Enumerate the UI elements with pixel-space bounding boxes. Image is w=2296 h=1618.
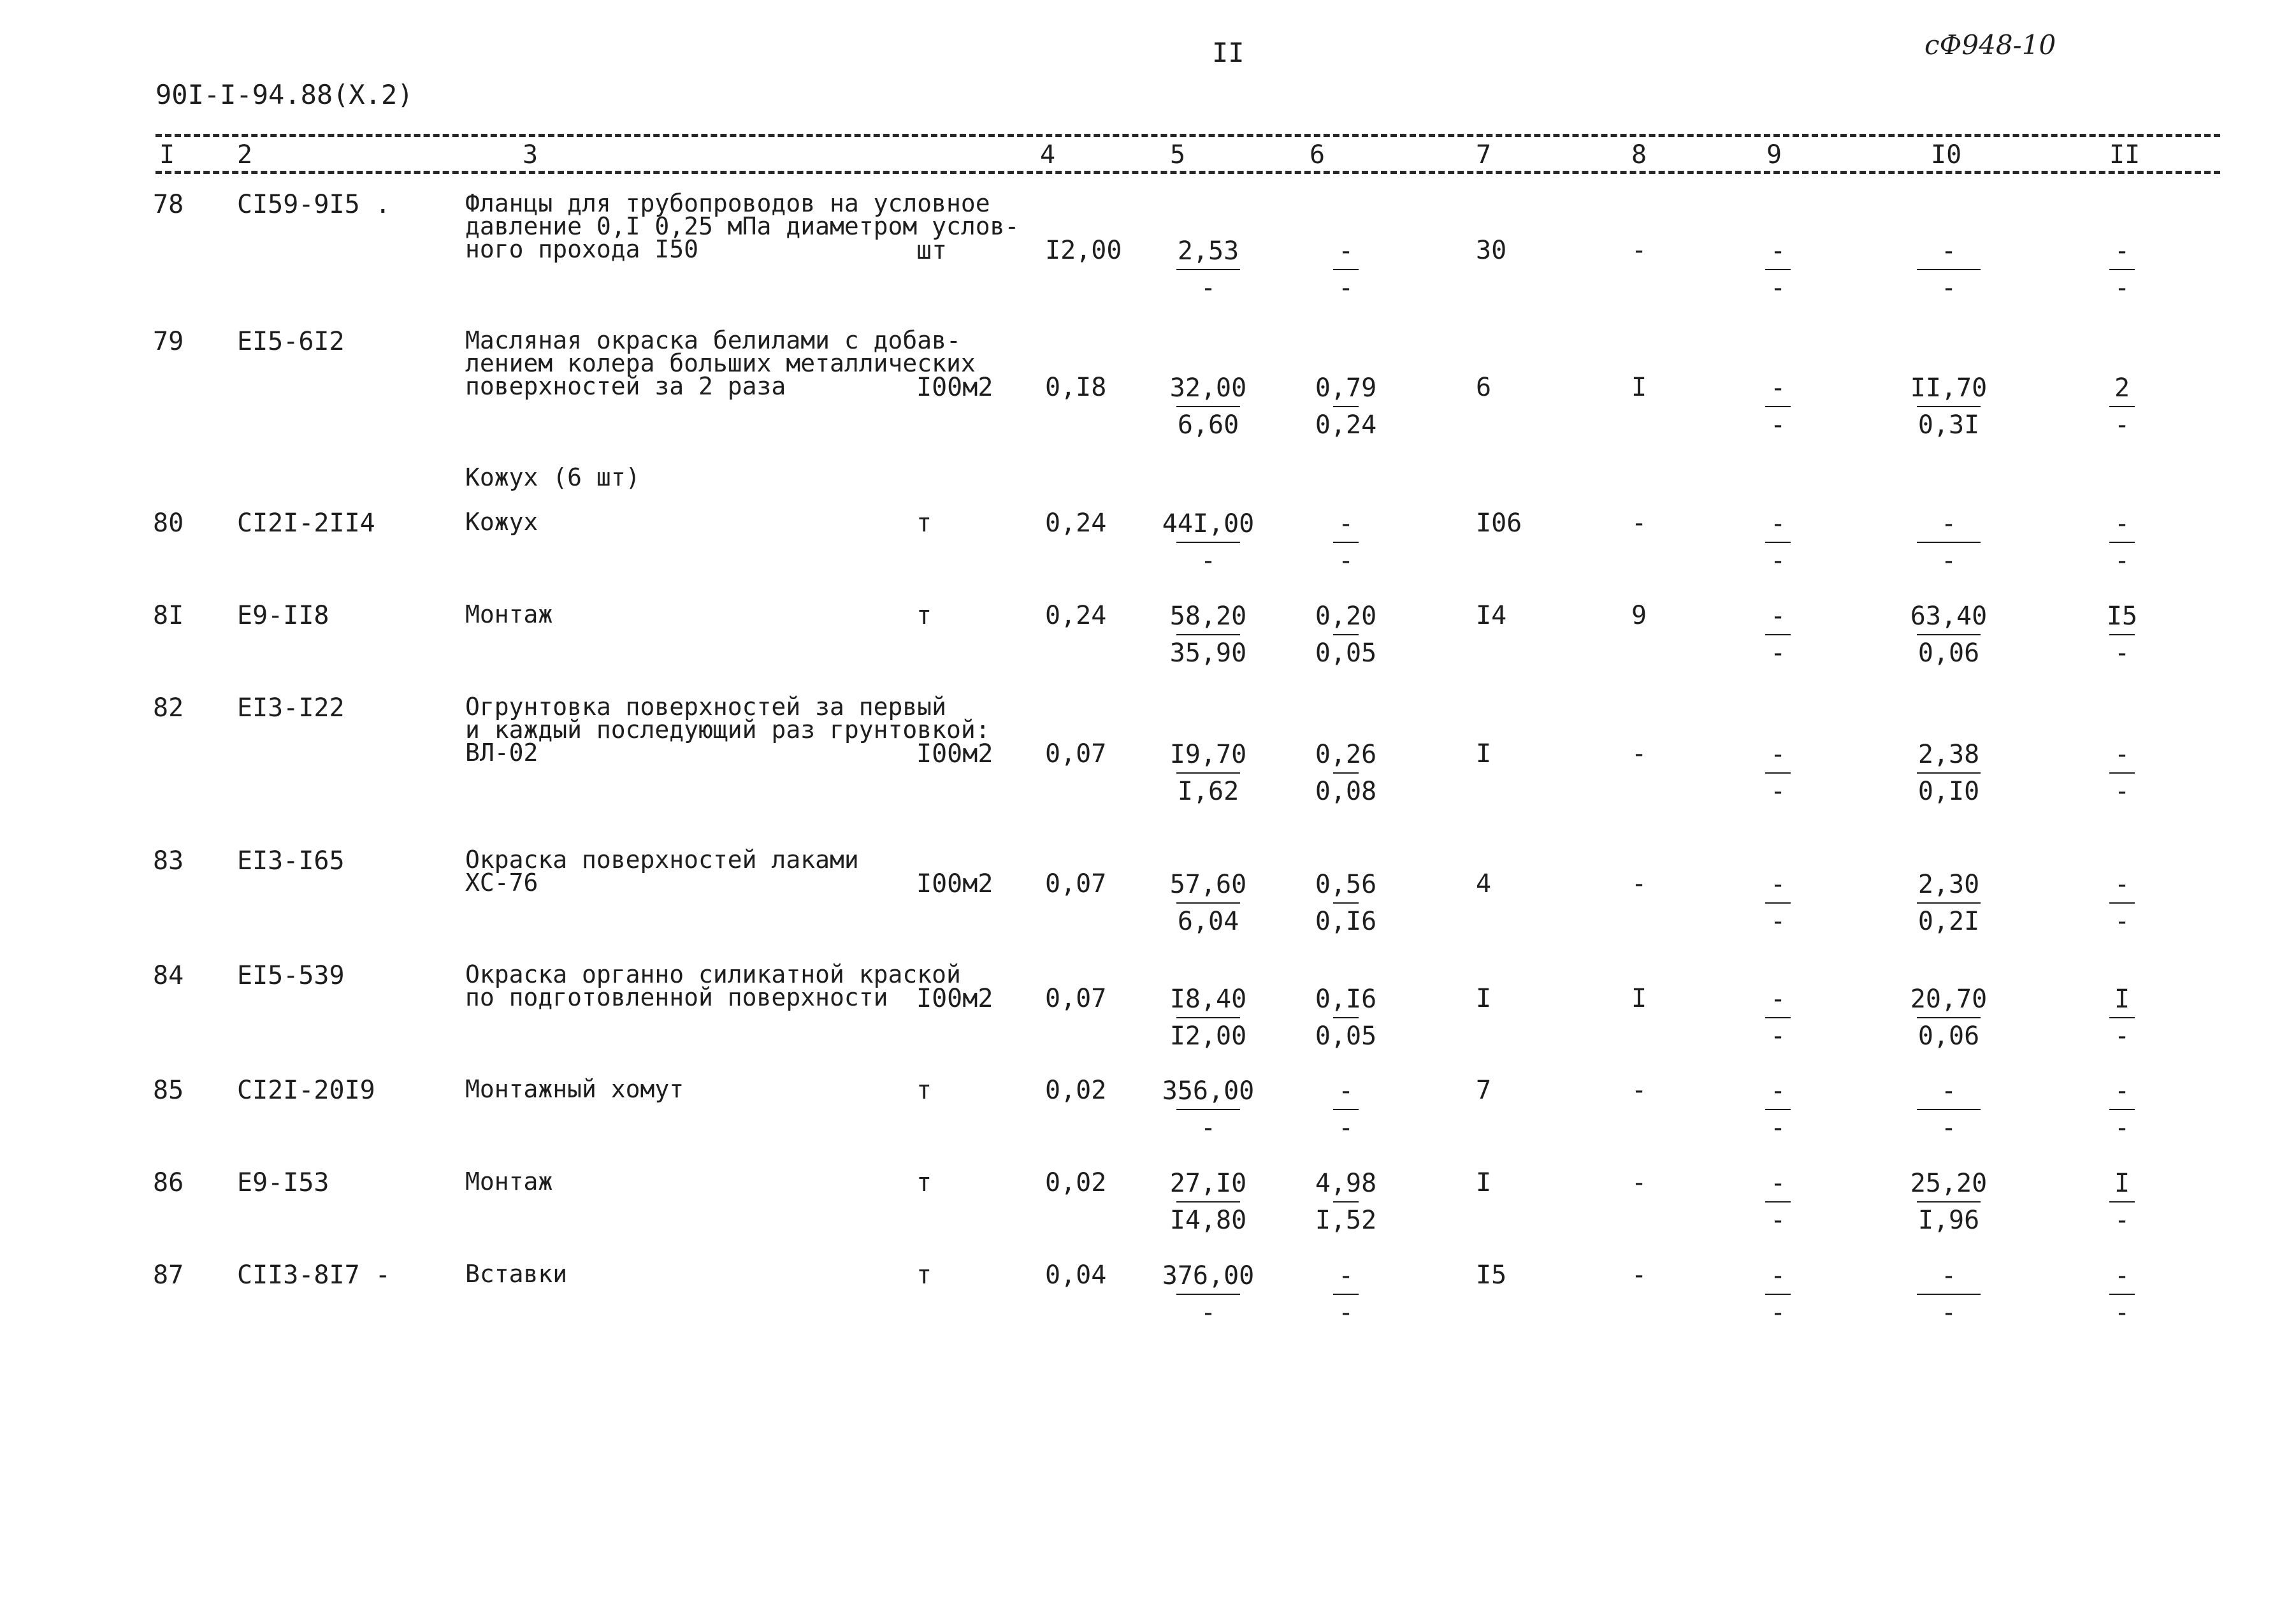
col9-value-fraction-line [1765,542,1791,543]
col6-value-denominator: - [1338,1113,1354,1143]
col8-value: - [1631,869,1647,899]
col11-value [2084,740,2160,805]
row-unit: шт [916,236,948,265]
row-number: 80 [153,509,184,538]
col9-value-denominator: - [1770,273,1786,303]
col10-value-numerator: - [1940,509,1957,538]
col10-value [1910,1169,1987,1234]
col7-value: I [1476,984,1492,1013]
col6-value-numerator: 0,20 [1315,602,1377,631]
row-description: Вставки [465,1260,568,1288]
col5-value-denominator: I4,80 [1169,1206,1247,1235]
col6-value-numerator: 0,26 [1315,740,1377,769]
col6-value-fraction-line [1333,772,1359,774]
sheet-reference: сФ948-10 [1924,29,2056,61]
row-quantity: 0,02 [1045,1168,1107,1197]
col6-value [1308,1262,1384,1327]
col5-value-fraction-line [1176,542,1240,543]
col10-value-numerator: II,70 [1910,373,1988,403]
col10-value-numerator: 20,70 [1910,985,1988,1014]
col11-value-denominator: - [2114,1206,2130,1235]
col11-value-denominator: - [2114,1298,2130,1327]
col6-value [1308,740,1384,805]
row-quantity: 0,24 [1045,509,1107,538]
col9-value-numerator: - [1770,509,1786,538]
col6-value-denominator: - [1338,546,1354,575]
col6-value-denominator: I,52 [1315,1206,1377,1235]
col11-value-fraction-line [2109,1017,2135,1018]
col9-value [1740,237,1816,302]
col5-value-denominator: 35,90 [1169,639,1247,668]
col10-value-numerator: 2,38 [1917,740,1980,769]
row-number: 83 [153,846,184,876]
col5-value-denominator: - [1200,1298,1217,1327]
row-description: ВЛ-02 [465,739,538,767]
col9-value [1740,602,1816,667]
col11-value-fraction-line [2109,269,2135,270]
col5-value-fraction-line [1176,772,1240,774]
col7-value: 7 [1476,1076,1492,1105]
col11-value-denominator: - [2114,639,2130,668]
col6-value-numerator: - [1338,509,1354,538]
col5-value-fraction-line [1176,1109,1240,1110]
col9-value [1740,985,1816,1050]
col11-value-fraction-line [2109,406,2135,407]
col9-value [1740,1169,1816,1234]
col6-value-fraction-line [1333,634,1359,635]
col8-value: I [1631,373,1647,402]
col11-value [2084,374,2160,439]
col6-value-fraction-line [1333,406,1359,407]
col10-value-numerator: - [1940,236,1957,266]
row-description: по подготовленной поверхности [465,983,888,1011]
col10-value-fraction-line [1917,1109,1981,1110]
col6-value-fraction-line [1333,1201,1359,1203]
col7-value: 6 [1476,373,1492,402]
col11-value-numerator: - [2114,509,2130,538]
col7-value: I [1476,739,1492,769]
row-quantity: I2,00 [1045,236,1122,265]
row-number: 82 [153,693,184,723]
col6-value-numerator: 0,I6 [1315,985,1377,1014]
row-quantity: 0,07 [1045,869,1107,899]
col5-value-denominator: 6,60 [1177,410,1239,440]
col6-value-fraction-line [1333,1017,1359,1018]
col10-value-fraction-line [1917,406,1981,407]
row-description: Огрунтовка поверхностей за первый [465,693,946,721]
row-description: давление 0,I 0,25 мПа диаметром услов- [465,212,1020,240]
col11-value-fraction-line [2109,1294,2135,1295]
col5-value-denominator: I2,00 [1169,1022,1247,1051]
col9-value-denominator: - [1770,1206,1786,1235]
row-description: Монтаж [465,600,553,628]
col5-value [1170,602,1246,667]
col5-value [1162,509,1255,575]
col7-value: I4 [1476,601,1507,630]
col6-value-fraction-line [1333,902,1359,904]
col5-value [1162,1261,1255,1327]
col10-value-fraction-line [1917,1017,1981,1018]
row-quantity: 0,07 [1045,984,1107,1013]
col11-value-denominator: - [2114,546,2130,575]
col10-value-fraction-line [1917,1201,1981,1203]
column-header-10: I0 [1931,140,1962,170]
col11-value-numerator: - [2114,236,2130,266]
row-unit: т [916,1076,932,1105]
col6-value-numerator: 0,56 [1315,870,1377,899]
col11-value-numerator: I5 [2106,602,2138,631]
col9-value-numerator: - [1770,1261,1786,1290]
col5-value [1170,740,1246,805]
column-header-6: 6 [1310,140,1325,170]
col5-value [1170,985,1246,1050]
col9-value [1740,1077,1816,1142]
col11-value-numerator: - [2114,1076,2130,1106]
col9-value-fraction-line [1765,634,1791,635]
col9-value-fraction-line [1765,1109,1791,1110]
col5-value-numerator: 27,I0 [1169,1169,1247,1198]
col9-value [1740,870,1816,935]
col11-value-denominator: - [2114,777,2130,806]
row-code: EI3-I65 [237,846,345,876]
row-code: EI5-539 [237,961,345,990]
col11-value [2084,1169,2160,1234]
row-code: E9-I53 [237,1168,329,1197]
col11-value [2084,237,2160,302]
row-description: Масляная окраска белилами с добав- [465,326,961,354]
row-description: ного прохода I50 [465,235,699,263]
col10-value [1910,870,1987,935]
col5-value-denominator: 6,04 [1177,907,1239,936]
col5-value-denominator: - [1200,546,1217,575]
col5-value-denominator: - [1200,1113,1217,1143]
col8-value: - [1631,1076,1647,1105]
col10-value-fraction-line [1917,1294,1981,1295]
col6-value [1308,602,1384,667]
row-description: Монтажный хомут [465,1075,684,1103]
col5-value [1170,870,1246,935]
col11-value-denominator: - [2114,410,2130,440]
col10-value-denominator: - [1940,546,1957,575]
col9-value-numerator: - [1770,740,1786,769]
col5-value-denominator: I,62 [1177,777,1239,806]
col5-value-fraction-line [1176,1201,1240,1203]
col6-value-denominator: 0,24 [1315,410,1377,440]
col5-value-numerator: 44I,00 [1162,509,1255,538]
col5-value-numerator: 32,00 [1169,373,1247,403]
col5-value-fraction-line [1176,406,1240,407]
col8-value: - [1631,739,1647,769]
row-code: CII3-8I7 - [237,1260,391,1290]
col11-value [2084,985,2160,1050]
row-number: 87 [153,1260,184,1290]
col11-value-numerator: - [2114,1261,2130,1290]
col8-value: - [1631,236,1647,265]
col10-value [1910,374,1987,439]
row-description: поверхностей за 2 раза [465,372,786,400]
col10-value-numerator: 63,40 [1910,602,1988,631]
col9-value-fraction-line [1765,902,1791,904]
col5-value-numerator: 356,00 [1162,1076,1255,1106]
row-description: Кожух [465,508,538,536]
col8-value: 9 [1631,601,1647,630]
document-code: 90I-I-94.88(X.2) [155,79,414,110]
col11-value-numerator: 2 [2114,373,2130,403]
col5-value-numerator: 58,20 [1169,602,1247,631]
col11-value-denominator: - [2114,273,2130,303]
col6-value-denominator: 0,05 [1315,1022,1377,1051]
col5-value-fraction-line [1176,634,1240,635]
col9-value-denominator: - [1770,410,1786,440]
col9-value-denominator: - [1770,907,1786,936]
row-quantity: 0,I8 [1045,373,1107,402]
col11-value-numerator: - [2114,870,2130,899]
col6-value-numerator: 4,98 [1315,1169,1377,1198]
col5-value-numerator: I8,40 [1169,985,1247,1014]
col10-value-numerator: - [1940,1076,1957,1106]
col10-value [1910,1077,1987,1142]
col10-value-numerator: - [1940,1261,1957,1290]
row-quantity: 0,24 [1045,601,1107,630]
row-unit: т [916,509,932,538]
row-code: CI59-9I5 . [237,190,391,219]
col10-value [1910,602,1987,667]
col9-value-denominator: - [1770,639,1786,668]
row-unit: I00м2 [916,984,993,1013]
row-description: и каждый последующий раз грунтовкой: [465,716,990,744]
col10-value-denominator: I,96 [1917,1206,1980,1235]
column-header-9: 9 [1766,140,1782,170]
col6-value [1308,985,1384,1050]
col6-value [1308,870,1384,935]
col6-value [1308,1077,1384,1142]
col9-value-numerator: - [1770,373,1786,403]
col10-value-denominator: - [1940,1113,1957,1143]
row-description: Окраска поверхностей лаками [465,846,859,874]
col10-value-fraction-line [1917,634,1981,635]
row-description: ХС-76 [465,869,538,897]
row-code: EI3-I22 [237,693,345,723]
row-quantity: 0,04 [1045,1260,1107,1290]
col9-value [1740,374,1816,439]
row-code: EI5-6I2 [237,327,345,356]
col6-value-numerator: - [1338,236,1354,266]
row-code: CI2I-2II4 [237,509,375,538]
col10-value-fraction-line [1917,902,1981,904]
col9-value-fraction-line [1765,772,1791,774]
col9-value [1740,1262,1816,1327]
col6-value [1308,1169,1384,1234]
row-description: Монтаж [465,1167,553,1195]
col10-value [1910,237,1987,302]
col10-value-denominator: 0,2I [1917,907,1980,936]
col11-value-fraction-line [2109,1201,2135,1203]
col9-value-denominator: - [1770,1113,1786,1143]
col9-value-numerator: - [1770,602,1786,631]
col10-value [1910,985,1987,1050]
col9-value-numerator: - [1770,1076,1786,1106]
col6-value-denominator: 0,08 [1315,777,1377,806]
col11-value [2084,510,2160,575]
col9-value-numerator: - [1770,236,1786,266]
col5-value-fraction-line [1176,902,1240,904]
col6-value-denominator: - [1338,273,1354,303]
col9-value-denominator: - [1770,1298,1786,1327]
col9-value-denominator: - [1770,1022,1786,1051]
col6-value-denominator: 0,05 [1315,639,1377,668]
col9-value [1740,740,1816,805]
col11-value [2084,1262,2160,1327]
col11-value-fraction-line [2109,542,2135,543]
row-number: 79 [153,327,184,356]
col7-value: I06 [1476,509,1522,538]
col7-value: 30 [1476,236,1507,265]
col10-value-denominator: 0,06 [1917,1022,1980,1051]
col6-value-denominator: - [1338,1298,1354,1327]
row-number: 86 [153,1168,184,1197]
col11-value-denominator: - [2114,1022,2130,1051]
col8-value: - [1631,509,1647,538]
row-description: Окраска органно силикатной краской [465,960,961,988]
col10-value [1910,1262,1987,1327]
row-number: 85 [153,1076,184,1105]
col6-value [1308,374,1384,439]
col10-value-numerator: 25,20 [1910,1169,1988,1198]
col11-value-fraction-line [2109,772,2135,774]
col5-value [1170,237,1246,302]
col11-value-denominator: - [2114,907,2130,936]
col9-value-fraction-line [1765,406,1791,407]
col6-value-denominator: 0,I6 [1315,907,1377,936]
col5-value [1162,1076,1255,1143]
col9-value-numerator: - [1770,985,1786,1014]
col9-value-numerator: - [1770,870,1786,899]
col9-value-denominator: - [1770,546,1786,575]
col11-value [2084,1077,2160,1142]
col11-value-numerator: - [2114,740,2130,769]
col6-value-numerator: - [1338,1261,1354,1290]
column-header-8: 8 [1631,140,1647,170]
col6-value-numerator: 0,79 [1315,373,1377,403]
col10-value-numerator: 2,30 [1917,870,1980,899]
column-header-5: 5 [1170,140,1186,170]
col10-value-fraction-line [1917,542,1981,543]
col11-value-fraction-line [2109,634,2135,635]
row-unit: I00м2 [916,373,993,402]
row-unit: т [916,601,932,630]
row-quantity: 0,07 [1045,739,1107,769]
col5-value-fraction-line [1176,1017,1240,1018]
col8-value: I [1631,984,1647,1013]
col6-value-fraction-line [1333,1294,1359,1295]
column-header-7: 7 [1476,140,1492,170]
column-header-4: 4 [1040,140,1056,170]
col11-value-numerator: I [2114,1169,2130,1198]
col10-value-denominator: 0,3I [1917,410,1980,440]
col11-value [2084,870,2160,935]
col9-value-denominator: - [1770,777,1786,806]
column-header-1: I [159,140,175,170]
col6-value-fraction-line [1333,1109,1359,1110]
row-unit: I00м2 [916,869,993,899]
col5-value-numerator: 57,60 [1169,870,1247,899]
col5-value-fraction-line [1176,269,1240,270]
header-rule-bottom [155,171,2220,174]
column-header-2: 2 [237,140,253,170]
col6-value-numerator: - [1338,1076,1354,1106]
col8-value: - [1631,1260,1647,1290]
row-description: Фланцы для трубопроводов на условное [465,189,990,217]
col10-value-denominator: 0,06 [1917,639,1980,668]
column-header-3: 3 [523,140,538,170]
row-code: CI2I-20I9 [237,1076,375,1105]
row-unit: т [916,1260,932,1290]
row-number: 84 [153,961,184,990]
col5-value-fraction-line [1176,1294,1240,1295]
col10-value-denominator: - [1940,1298,1957,1327]
row-number: 8I [153,601,184,630]
col6-value-fraction-line [1333,269,1359,270]
col9-value-fraction-line [1765,269,1791,270]
col9-value-numerator: - [1770,1169,1786,1198]
col9-value-fraction-line [1765,1017,1791,1018]
col5-value [1170,1169,1246,1234]
section-label: Кожух (6 шт) [465,463,640,491]
col10-value [1910,740,1987,805]
column-header-11: II [2109,140,2141,170]
row-quantity: 0,02 [1045,1076,1107,1105]
col9-value-fraction-line [1765,1201,1791,1203]
col5-value-numerator: 2,53 [1177,236,1239,266]
col11-value-fraction-line [2109,902,2135,904]
col11-value-fraction-line [2109,1109,2135,1110]
col7-value: I5 [1476,1260,1507,1290]
col5-value-numerator: 376,00 [1162,1261,1255,1290]
col10-value-denominator: - [1940,273,1957,303]
col11-value-numerator: I [2114,985,2130,1014]
col5-value [1170,374,1246,439]
col9-value [1740,510,1816,575]
col6-value-fraction-line [1333,542,1359,543]
col10-value-fraction-line [1917,269,1981,270]
col5-value-denominator: - [1200,273,1217,303]
col6-value [1308,510,1384,575]
page-number: II [1212,37,1245,68]
col9-value-fraction-line [1765,1294,1791,1295]
col10-value-fraction-line [1917,772,1981,774]
col11-value [2084,602,2160,667]
row-unit: I00м2 [916,739,993,769]
col5-value-numerator: I9,70 [1169,740,1247,769]
col7-value: 4 [1476,869,1492,899]
row-number: 78 [153,190,184,219]
row-code: E9-II8 [237,601,329,630]
col8-value: - [1631,1168,1647,1197]
header-rule-top [155,134,2220,137]
row-description: лением колера больших металлических [465,349,976,377]
col11-value-denominator: - [2114,1113,2130,1143]
col10-value [1910,510,1987,575]
col10-value-denominator: 0,I0 [1917,777,1980,806]
col6-value [1308,237,1384,302]
col7-value: I [1476,1168,1492,1197]
row-unit: т [916,1168,932,1197]
